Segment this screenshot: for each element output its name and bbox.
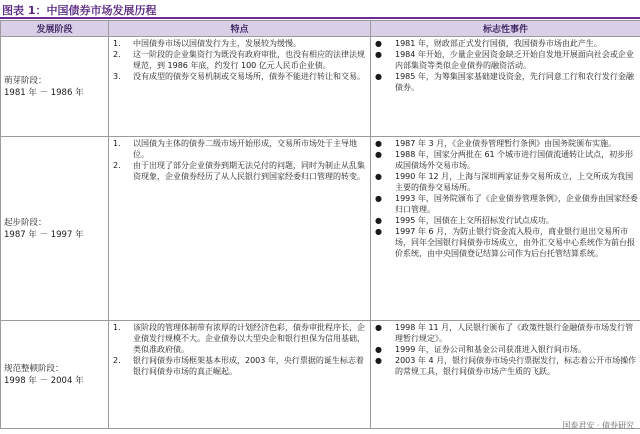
stage-name: 萌芽阶段： [4, 75, 47, 86]
feature-text: 这一阶段的企业集资行为既没有政府审批，也没有相应的法律法规规范，到 1986 年底，约发行 100 亿元人民币企业债。 [133, 50, 365, 70]
bullet-icon: ● [375, 72, 382, 81]
bullet-icon: ● [375, 216, 382, 225]
feature-number: 1. [113, 39, 121, 48]
event-item [373, 171, 638, 193]
event-item [373, 344, 638, 355]
table-row [1, 37, 640, 137]
event-item [373, 71, 638, 93]
bullet-icon: ● [375, 345, 382, 354]
event-text: 1981 年，财政部正式发行国债，我国债券市场由此产生。 [395, 39, 602, 48]
event-item [373, 355, 638, 377]
feature-number: 1. [113, 139, 121, 148]
feature-number: 2. [113, 356, 121, 365]
event-item [373, 149, 638, 171]
event-text: 2003 年 4 月，银行间债券市场央行票据发行，标志着公开市场操作的常规工具，银行间债券市场产生质的飞跃。 [395, 356, 637, 376]
event-text: 1997 年 6 月，为防止银行资金流入股市，商业银行退出交易所市场，同年全国银行间债券市场成立，由外汇交易中心系统作为前台报价系统，由中央国债登记结算公司作为后台托管结算系统。 [395, 227, 635, 258]
header-row [1, 21, 640, 37]
features-cell [109, 321, 371, 429]
event-text: 1998 年 11 月，人民银行颁布了《政策性银行金融债券市场发行管理暂行规定》。 [395, 323, 634, 343]
features-cell [109, 37, 371, 137]
stage-cell [1, 37, 109, 137]
event-text: 1985 年，为筹集国家基础建设资金，先行同意工行和农行发行金融债券。 [395, 72, 634, 92]
bullet-icon: ● [375, 150, 382, 159]
title-rule [0, 17, 640, 19]
stage-name: 规范整顿阶段： [4, 363, 64, 374]
stage-cell [1, 321, 109, 429]
figure-title: 图表 1：中国债券市场发展历程 [2, 4, 157, 17]
feature-item [111, 71, 368, 82]
feature-item [111, 160, 368, 182]
event-item [373, 138, 638, 149]
feature-text: 由于出现了部分企业债券到期无法兑付的问题，同时为制止从乱集资现象，企业债券经历了从人民银行到国家经委归口管理的转变。 [133, 161, 365, 181]
feature-text: 以国债为主体的债券二级市场开始形成，交易所市场处于主导地位。 [133, 139, 357, 159]
bullet-icon: ● [375, 172, 382, 181]
feature-text: 该阶段的管理体制带有浓厚的计划经济色彩，债券审批程序长，企业债发行规模不大。企业债券以大型央企和银行担保为信用基础，类似准政府债。 [133, 323, 365, 354]
feature-item [111, 49, 368, 71]
event-text: 1987 年 3 月，《企业债券管理暂行条例》由国务院颁布实施。 [395, 139, 617, 148]
event-item [373, 38, 638, 49]
event-text: 1995 年，国债在上交所招标发行试点成功。 [395, 216, 554, 225]
feature-text: 没有成型的债券交易机制或交易场所，债券不能进行转让和交易。 [133, 72, 365, 81]
event-item [373, 322, 638, 344]
feature-item [111, 322, 368, 355]
bullet-icon: ● [375, 50, 382, 59]
event-text: 1999 年，证券公司和基金公司获准进入银行间市场。 [395, 345, 586, 354]
stage-years: 1987 年 － 1997 年 [4, 229, 84, 240]
bullet-icon: ● [375, 323, 382, 332]
stage-name: 起步阶段： [4, 217, 47, 228]
events-cell [371, 37, 640, 137]
event-item [373, 49, 638, 71]
table-row [1, 321, 640, 429]
feature-number: 3. [113, 72, 121, 81]
history-table [0, 20, 640, 429]
bullet-icon: ● [375, 356, 382, 365]
feature-item [111, 38, 368, 49]
events-cell [371, 321, 640, 429]
stage-cell [1, 137, 109, 321]
feature-item [111, 138, 368, 160]
event-text: 1990 年 12 月，上海与深圳两家证券交易所成立，上交所成为我国主要的债券交易场所。 [395, 172, 634, 192]
event-item [373, 193, 638, 215]
features-cell [109, 137, 371, 321]
event-item [373, 226, 638, 259]
feature-text: 中国债券市场以国债发行为主，发展较为缓慢。 [133, 39, 301, 48]
bullet-icon: ● [375, 139, 382, 148]
feature-number: 1. [113, 323, 121, 332]
stage-years: 1998 年 － 2004 年 [4, 375, 84, 386]
bullet-icon: ● [375, 227, 382, 236]
event-text: 1993 年，国务院颁布了《企业债券管理条例》，企业债券由国家经委归口管理。 [395, 194, 638, 214]
header-stage: 发展阶段 [1, 21, 109, 37]
event-text: 1988 年，国家分两批在 61 个城市进行国债流通转让试点，初步形成国债场外交易市场。 [395, 150, 634, 170]
event-text: 1984 年开始，少量企业因资金缺乏开始自发地开展面向社会或企业内部集资等类似企业债券的融资活动。 [395, 50, 634, 70]
watermark: 国泰君安 · 债券研究 [562, 421, 634, 430]
bullet-icon: ● [375, 194, 382, 203]
feature-number: 2. [113, 161, 121, 170]
bullet-icon: ● [375, 39, 382, 48]
table-row [1, 137, 640, 321]
header-events: 标志性事件 [371, 21, 640, 37]
header-features: 特点 [109, 21, 371, 37]
feature-item [111, 355, 368, 377]
events-cell [371, 137, 640, 321]
stage-years: 1981 年 － 1986 年 [4, 87, 84, 98]
feature-text: 银行间债券市场框架基本形成，2003 年，央行票据的诞生标志着银行间债券市场的真正崛起。 [133, 356, 364, 376]
event-item [373, 215, 638, 226]
feature-number: 2. [113, 50, 121, 59]
